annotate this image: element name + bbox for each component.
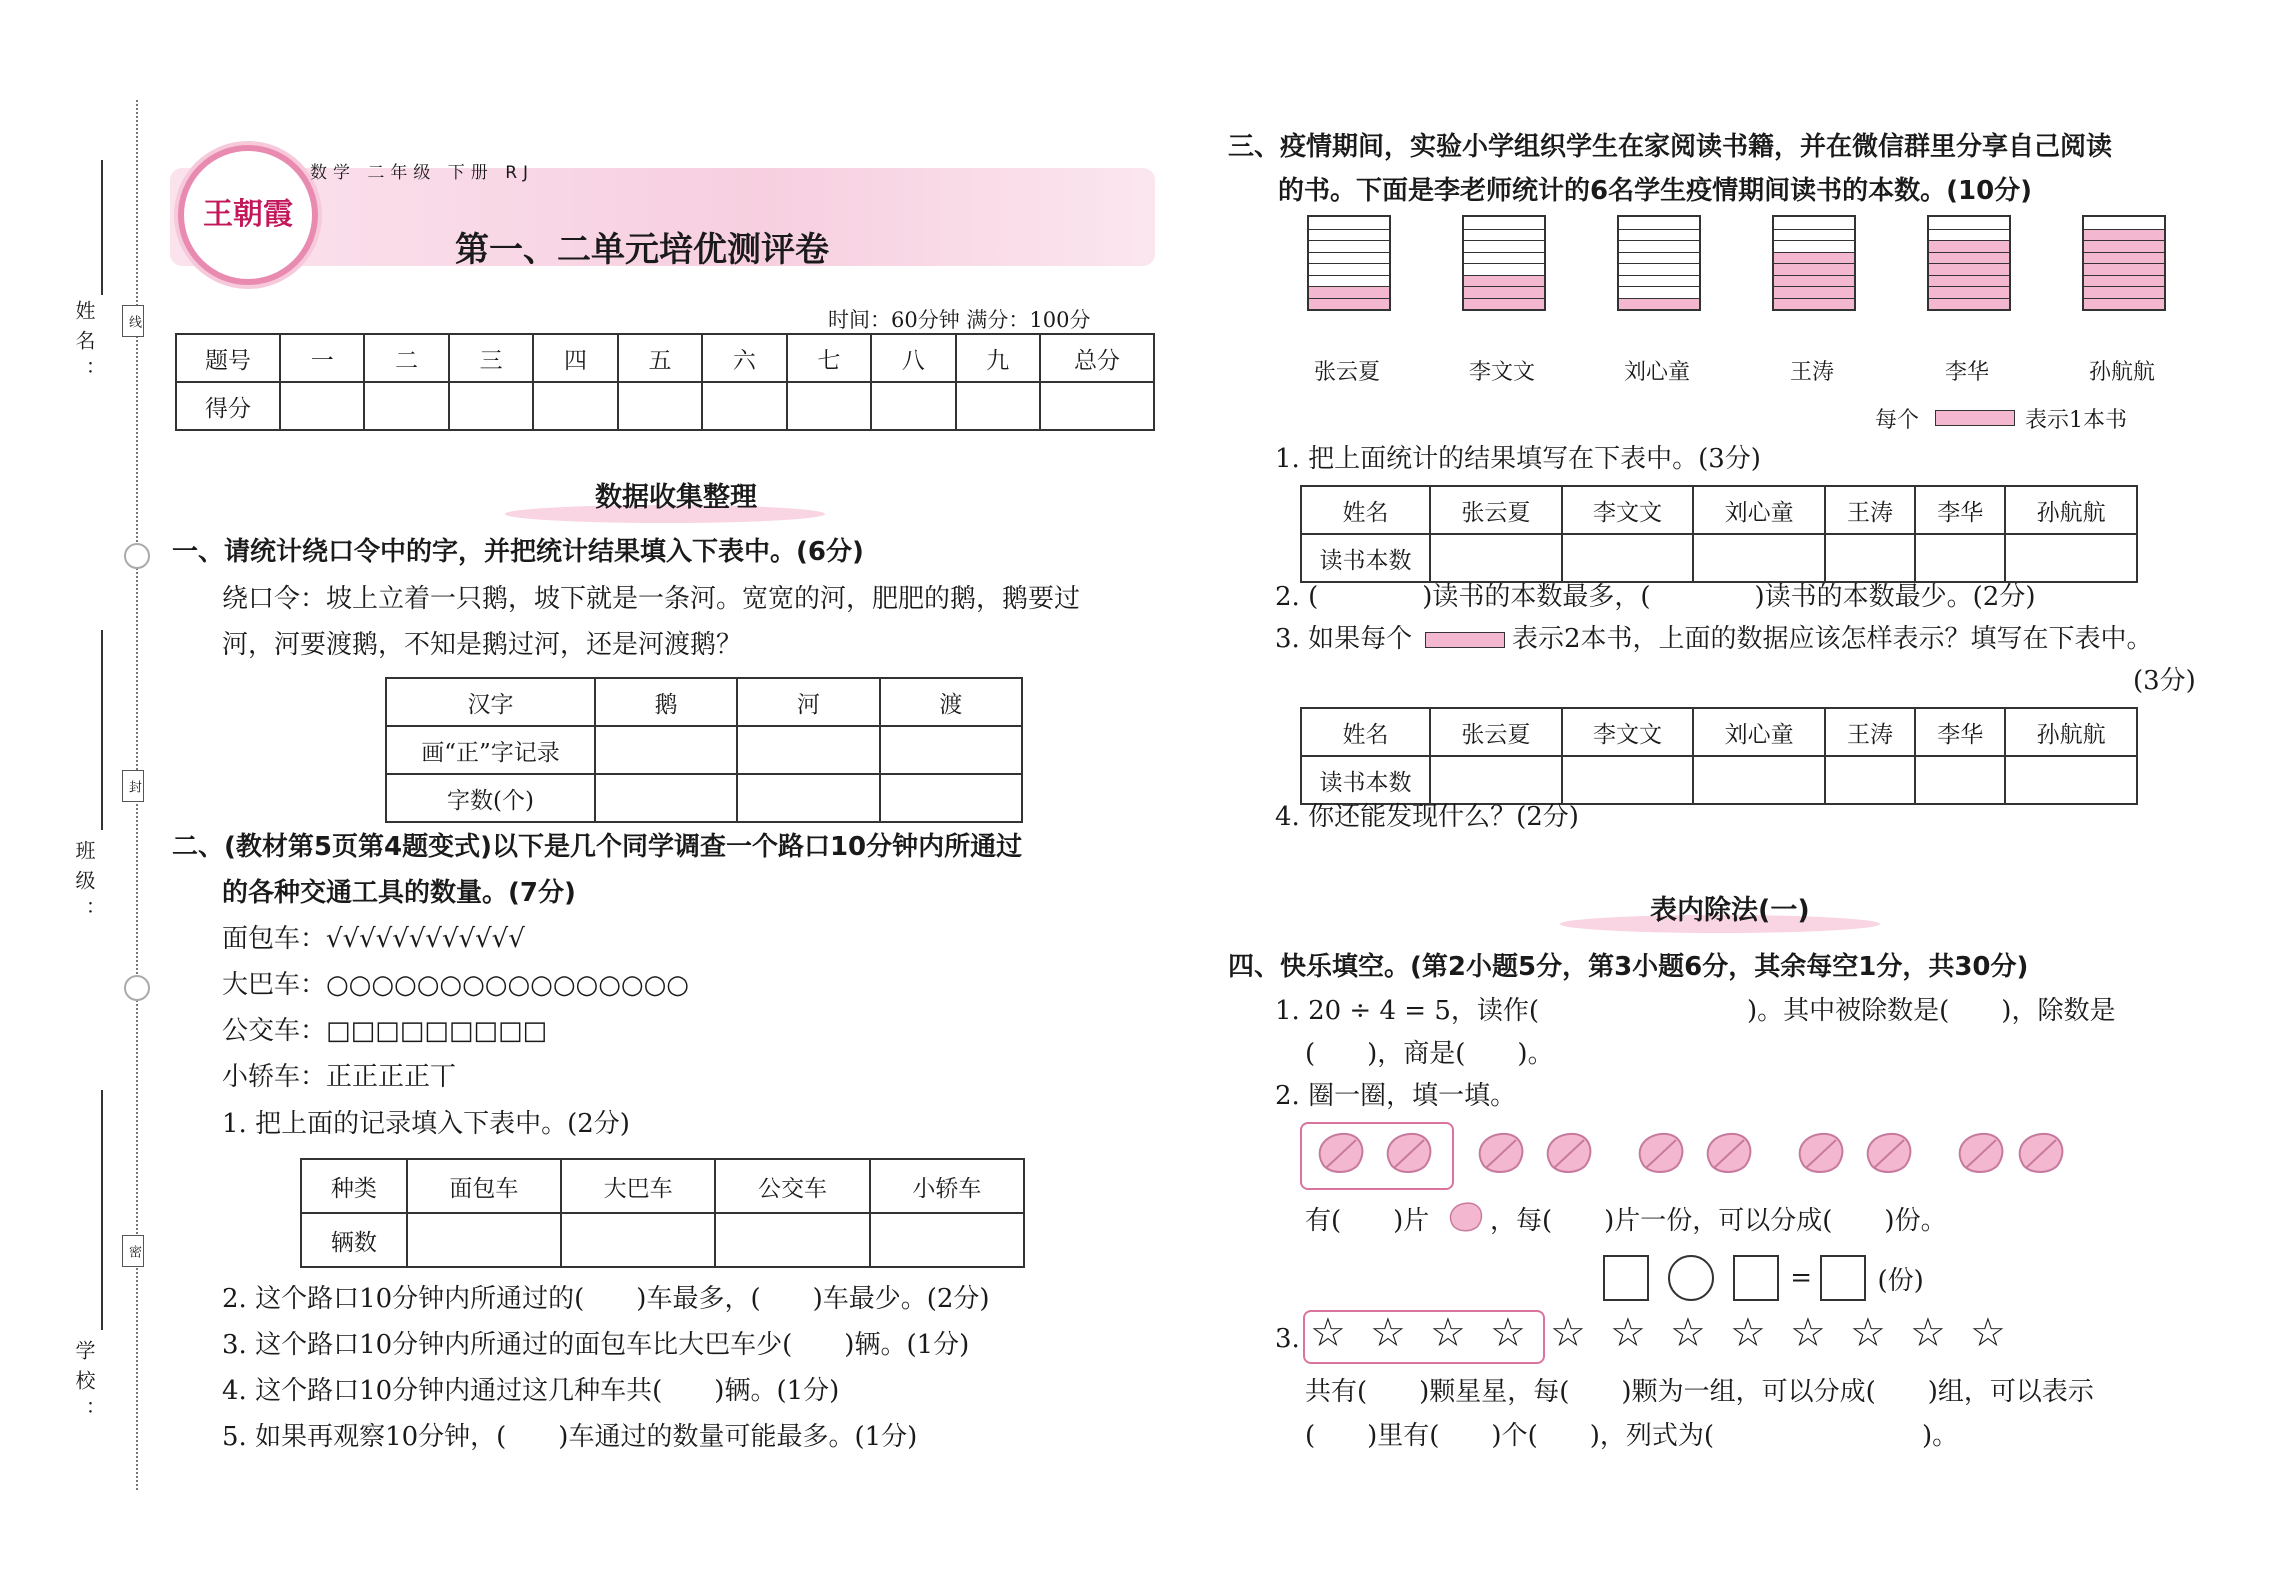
chart-bar-cell <box>1774 252 1854 264</box>
table-cell: 孙航航 <box>2005 486 2137 534</box>
chart-bar-cell <box>1929 286 2009 298</box>
chart-bar-cell <box>1774 263 1854 275</box>
leaf-icon <box>1472 1130 1530 1176</box>
leaf-icon <box>1540 1130 1598 1176</box>
chart-category-label: 刘心童 <box>1623 360 1690 385</box>
chart-bar-cell <box>2084 286 2164 298</box>
q3-table-2 <box>1300 707 2138 805</box>
leaf-row <box>1312 1130 2052 1180</box>
q4-sub3: 3. <box>1275 1324 1300 1354</box>
chart-category-label: 张云夏 <box>1313 360 1380 385</box>
chart-bar <box>1462 215 1546 311</box>
chart-bar-cell <box>1929 298 2009 310</box>
score-table <box>175 333 1155 431</box>
leaf-icon <box>1952 1130 2010 1176</box>
star-icon: ☆ <box>1310 1310 1346 1356</box>
table-cell: 李文文 <box>1562 486 1694 534</box>
q3-title-1: 三、疫情期间，实验小学组织学生在家阅读书籍，并在微信群里分享自己阅读 <box>1228 132 2113 162</box>
q1-title: 一、请统计绕口令中的字，并把统计结果填入下表中。(6分) <box>172 537 864 567</box>
q4-sub2b: 有( )片 <box>1305 1206 1430 1236</box>
table-cell: 九 <box>956 334 1041 382</box>
q4-sub2: 2. 圈一圈，填一填。 <box>1275 1081 1517 1111</box>
table-cell: 辆数 <box>301 1213 407 1267</box>
score-blank[interactable] <box>702 382 786 430</box>
q3-title-2: 的书。下面是李老师统计的6名学生疫情期间读书的本数。(10分) <box>1278 176 2033 206</box>
record-bus: 大巴车：○○○○○○○○○○○○○○○○ <box>222 970 689 1000</box>
q3-table-1 <box>1300 485 2138 583</box>
answer-blank[interactable] <box>880 726 1022 774</box>
chart-bar-cell <box>1619 229 1699 241</box>
q3-sub3-score: (3分) <box>2133 666 2196 696</box>
chart-bar-cell <box>1929 217 2009 229</box>
score-blank[interactable] <box>787 382 871 430</box>
school-label: 学校： <box>72 1340 96 1430</box>
table-cell: 李文文 <box>1562 708 1694 756</box>
leaf-icon <box>1860 1130 1918 1176</box>
table-cell: 小轿车 <box>870 1159 1024 1213</box>
binding-hole <box>124 975 150 1001</box>
chart-bar <box>1307 215 1391 311</box>
q3-sub2: 2. ( )读书的本数最多，( )读书的本数最少。(2分) <box>1275 582 2036 612</box>
operator-circle[interactable] <box>1668 1255 1714 1301</box>
chart-bar <box>1617 215 1701 311</box>
chart-bar-cell <box>1929 263 2009 275</box>
q2-sub5: 5. 如果再观察10分钟，( )车通过的数量可能最多。(1分) <box>222 1422 918 1452</box>
legend-swatch-2 <box>1425 632 1505 648</box>
table-cell: 王涛 <box>1825 486 1915 534</box>
leaf-icon <box>1700 1130 1758 1176</box>
chart-bar-cell <box>2084 229 2164 241</box>
chart-bar-cell <box>1309 252 1389 264</box>
answer-blank[interactable] <box>737 726 879 774</box>
table-cell: 题号 <box>176 334 280 382</box>
answer-blank[interactable] <box>1915 534 2005 582</box>
chart-bar-cell <box>1774 298 1854 310</box>
q2-sub3: 3. 这个路口10分钟内所通过的面包车比大巴车少( )辆。(1分) <box>222 1330 970 1360</box>
star-row <box>1310 1310 2030 1360</box>
chart-bar-cell <box>1464 298 1544 310</box>
table-cell: 大巴车 <box>561 1159 715 1213</box>
q3-sub4: 4. 你还能发现什么？(2分) <box>1275 802 1579 832</box>
seal-seal: 封 <box>122 770 144 802</box>
chart-bar-cell <box>1619 286 1699 298</box>
answer-blank[interactable] <box>595 726 737 774</box>
chart-bar-cell <box>1929 252 2009 264</box>
chart-bar-cell <box>1774 229 1854 241</box>
score-blank[interactable] <box>1040 382 1154 430</box>
table-cell: 张云夏 <box>1430 708 1562 756</box>
table-cell: 王涛 <box>1825 708 1915 756</box>
q3-sub3b: 表示2本书，上面的数据应该怎样表示？填写在下表中。 <box>1512 624 2153 654</box>
q4-title: 四、快乐填空。(第2小题5分，第3小题6分，其余每空1分，共30分) <box>1228 952 2029 982</box>
chart-bar-cell <box>1309 229 1389 241</box>
chart-bar-cell <box>1774 217 1854 229</box>
q4-sub2c: ，每( )片一份，可以分成( )份。 <box>1490 1206 1947 1236</box>
chart-bar-cell <box>1619 275 1699 287</box>
answer-blank[interactable] <box>1693 756 1825 804</box>
leaf-icon <box>1632 1130 1690 1176</box>
chart-bar-cell <box>1619 263 1699 275</box>
seal-line: 线 <box>122 305 144 337</box>
q2-sub2: 2. 这个路口10分钟内所通过的( )车最多，( )车最少。(2分) <box>222 1284 990 1314</box>
q2-title-2: 的各种交通工具的数量。(7分) <box>222 878 576 908</box>
brand-logo <box>178 145 318 285</box>
table-cell: 汉字 <box>386 678 595 726</box>
section-title-data: 数据收集整理 <box>595 482 757 513</box>
chart-bar-cell <box>1929 240 2009 252</box>
q4-sub1b: ( )，商是( )。 <box>1305 1039 1554 1069</box>
chart-bar-cell <box>1464 229 1544 241</box>
table-cell: 孙航航 <box>2005 708 2137 756</box>
chart-bar-cell <box>1309 217 1389 229</box>
table-cell: 一 <box>280 334 364 382</box>
record-car: 小轿车：正正正正丅 <box>222 1062 457 1092</box>
chart-bar-cell <box>1774 286 1854 298</box>
chart-bar-cell <box>1309 275 1389 287</box>
q4-sub1a: 1. 20 ÷ 4 = 5，读作( )。其中被除数是( )，除数是 <box>1275 996 2116 1026</box>
chart-bar-cell <box>1619 252 1699 264</box>
table-cell: 李华 <box>1915 708 2005 756</box>
table-cell: 总分 <box>1040 334 1154 382</box>
record-public-bus: 公交车：□□□□□□□□□ <box>222 1016 548 1046</box>
class-label: 班级： <box>72 840 96 930</box>
school-blank[interactable] <box>101 1090 103 1330</box>
q3-sub1: 1. 把上面统计的结果填写在下表中。(3分) <box>1275 444 1761 474</box>
answer-blank[interactable] <box>1825 534 1915 582</box>
page-title: 第一、二单元培优测评卷 <box>455 230 829 270</box>
q2-title-1: 二、(教材第5页第4题变式)以下是几个同学调查一个路口10分钟内所通过 <box>172 832 1023 862</box>
table-cell: 读书本数 <box>1301 534 1430 582</box>
chart-bar-cell <box>1929 275 2009 287</box>
table-cell: 刘心童 <box>1693 708 1825 756</box>
chart-category-label: 王涛 <box>1789 360 1834 385</box>
star-icon: ☆ <box>1730 1310 1766 1356</box>
score-blank[interactable] <box>871 382 955 430</box>
answer-blank[interactable] <box>1825 756 1915 804</box>
table-cell: 二 <box>364 334 448 382</box>
star-icon: ☆ <box>1370 1310 1406 1356</box>
table-cell: 画“正”字记录 <box>386 726 595 774</box>
chart-bar-cell <box>2084 298 2164 310</box>
leaf-icon <box>1380 1130 1438 1176</box>
chart-bar-cell <box>2084 263 2164 275</box>
chart-bar-cell <box>1309 240 1389 252</box>
table-cell: 李华 <box>1915 486 2005 534</box>
answer-blank[interactable] <box>1562 534 1694 582</box>
equals-sign: = <box>1790 1263 1821 1293</box>
chart-bar-cell <box>1464 263 1544 275</box>
answer-blank[interactable] <box>407 1213 561 1267</box>
table-cell: 字数(个) <box>386 774 595 822</box>
answer-blank[interactable] <box>561 1213 715 1267</box>
chart-bar-cell <box>2084 252 2164 264</box>
star-icon: ☆ <box>1850 1310 1886 1356</box>
answer-blank[interactable] <box>1693 534 1825 582</box>
leaf-icon <box>1312 1130 1370 1176</box>
q4-sub3b: ( )里有( )个( )，列式为( )。 <box>1305 1421 1959 1451</box>
table-cell: 读书本数 <box>1301 756 1430 804</box>
leaf-icon <box>1792 1130 1850 1176</box>
chart-bar <box>2082 215 2166 311</box>
score-blank[interactable] <box>618 382 702 430</box>
table-cell: 七 <box>787 334 871 382</box>
legend-swatch <box>1935 410 2015 426</box>
chart-bar-cell <box>1464 275 1544 287</box>
table-cell: 六 <box>702 334 786 382</box>
table-cell: 种类 <box>301 1159 407 1213</box>
q1-text-1: 绕口令：坡上立着一只鹅，坡下就是一条河。宽宽的河，肥肥的鹅，鹅要过 <box>222 584 1081 614</box>
equation-box[interactable] <box>1603 1255 1649 1301</box>
legend-unit: 表示1本书 <box>2025 408 2127 433</box>
record-bread-van: 面包车：√√√√√√√√√√√√ <box>222 924 525 954</box>
score-blank[interactable] <box>280 382 364 430</box>
star-icon: ☆ <box>1790 1310 1826 1356</box>
chart-bar-cell <box>1464 252 1544 264</box>
star-icon: ☆ <box>1970 1310 2006 1356</box>
chart-bar-cell <box>2084 240 2164 252</box>
chart-bar-cell <box>1619 298 1699 310</box>
answer-blank[interactable] <box>1915 756 2005 804</box>
equation-box[interactable] <box>1820 1255 1866 1301</box>
star-icon: ☆ <box>1610 1310 1646 1356</box>
chart-category-label: 李华 <box>1944 360 1989 385</box>
chart-bar-cell <box>2084 217 2164 229</box>
answer-blank[interactable] <box>715 1213 869 1267</box>
score-blank[interactable] <box>364 382 448 430</box>
chart-bar-cell <box>1309 286 1389 298</box>
chart-bar-cell <box>1464 217 1544 229</box>
chart-bar-cell <box>1619 217 1699 229</box>
chart-bar-cell <box>1619 240 1699 252</box>
table-cell: 姓名 <box>1301 708 1430 756</box>
table-cell: 公交车 <box>715 1159 869 1213</box>
table-cell: 五 <box>618 334 702 382</box>
brand-name: 王朝霞 <box>203 197 293 232</box>
chart-bar-cell <box>1309 263 1389 275</box>
answer-blank[interactable] <box>2005 534 2137 582</box>
table-cell: 河 <box>737 678 879 726</box>
star-icon: ☆ <box>1910 1310 1946 1356</box>
leaf-icon <box>2012 1130 2070 1176</box>
table-cell: 鹅 <box>595 678 737 726</box>
q2-sub4: 4. 这个路口10分钟内通过这几种车共( )辆。(1分) <box>222 1376 840 1406</box>
table-cell: 刘心童 <box>1693 486 1825 534</box>
q2-sub1: 1. 把上面的记录填入下表中。(2分) <box>222 1109 630 1139</box>
legend-each: 每个 <box>1875 408 1920 433</box>
answer-blank[interactable] <box>880 774 1022 822</box>
unit-label: (份) <box>1877 1265 1924 1296</box>
q2-table <box>300 1158 1025 1268</box>
q4-sub3a: 共有( )颗星星，每( )颗为一组，可以分成( )组，可以表示 <box>1305 1377 2094 1407</box>
answer-blank[interactable] <box>1430 534 1562 582</box>
answer-blank[interactable] <box>2005 756 2137 804</box>
star-icon: ☆ <box>1430 1310 1466 1356</box>
division-equation <box>1603 1255 1924 1301</box>
score-blank[interactable] <box>449 382 533 430</box>
score-blank[interactable] <box>533 382 617 430</box>
class-blank[interactable] <box>101 630 103 830</box>
table-cell: 张云夏 <box>1430 486 1562 534</box>
leaf-icon <box>1445 1198 1487 1236</box>
star-icon: ☆ <box>1670 1310 1706 1356</box>
chart-bar <box>1772 215 1856 311</box>
table-cell: 姓名 <box>1301 486 1430 534</box>
table-cell: 面包车 <box>407 1159 561 1213</box>
time-score: 时间：60分钟 满分：100分 <box>828 308 1091 332</box>
score-blank[interactable] <box>956 382 1041 430</box>
answer-blank[interactable] <box>870 1213 1024 1267</box>
chart-category-label: 李文文 <box>1468 360 1535 385</box>
table-cell: 得分 <box>176 382 280 430</box>
star-icon: ☆ <box>1490 1310 1526 1356</box>
table-cell: 三 <box>449 334 533 382</box>
q3-sub3a: 3. 如果每个 <box>1275 624 1413 654</box>
table-cell: 八 <box>871 334 955 382</box>
chart-category-label: 孙航航 <box>2088 360 2155 385</box>
chart-bar-cell <box>1774 240 1854 252</box>
equation-box[interactable] <box>1733 1255 1779 1301</box>
answer-blank[interactable] <box>1430 756 1562 804</box>
chart-bar-cell <box>1464 240 1544 252</box>
chart-bar-cell <box>1774 275 1854 287</box>
answer-blank[interactable] <box>1562 756 1694 804</box>
binding-hole <box>124 543 150 569</box>
chart-bar-cell <box>2084 275 2164 287</box>
chart-bar-cell <box>1309 298 1389 310</box>
star-icon: ☆ <box>1550 1310 1586 1356</box>
section-title-division: 表内除法(一) <box>1650 895 1810 926</box>
q1-table <box>385 677 1023 823</box>
q1-text-2: 河，河要渡鹅，不知是鹅过河，还是河渡鹅？ <box>222 630 743 660</box>
seal-secret: 密 <box>122 1235 144 1267</box>
chart-bar-cell <box>1464 286 1544 298</box>
name-blank[interactable] <box>101 160 103 295</box>
book-meta: 数学 二年级 下册 RJ <box>310 163 535 183</box>
chart-bar-cell <box>1929 229 2009 241</box>
name-label: 姓名： <box>72 300 96 390</box>
answer-blank[interactable] <box>737 774 879 822</box>
chart-bar <box>1927 215 2011 311</box>
table-cell: 渡 <box>880 678 1022 726</box>
answer-blank[interactable] <box>595 774 737 822</box>
table-cell: 四 <box>533 334 617 382</box>
